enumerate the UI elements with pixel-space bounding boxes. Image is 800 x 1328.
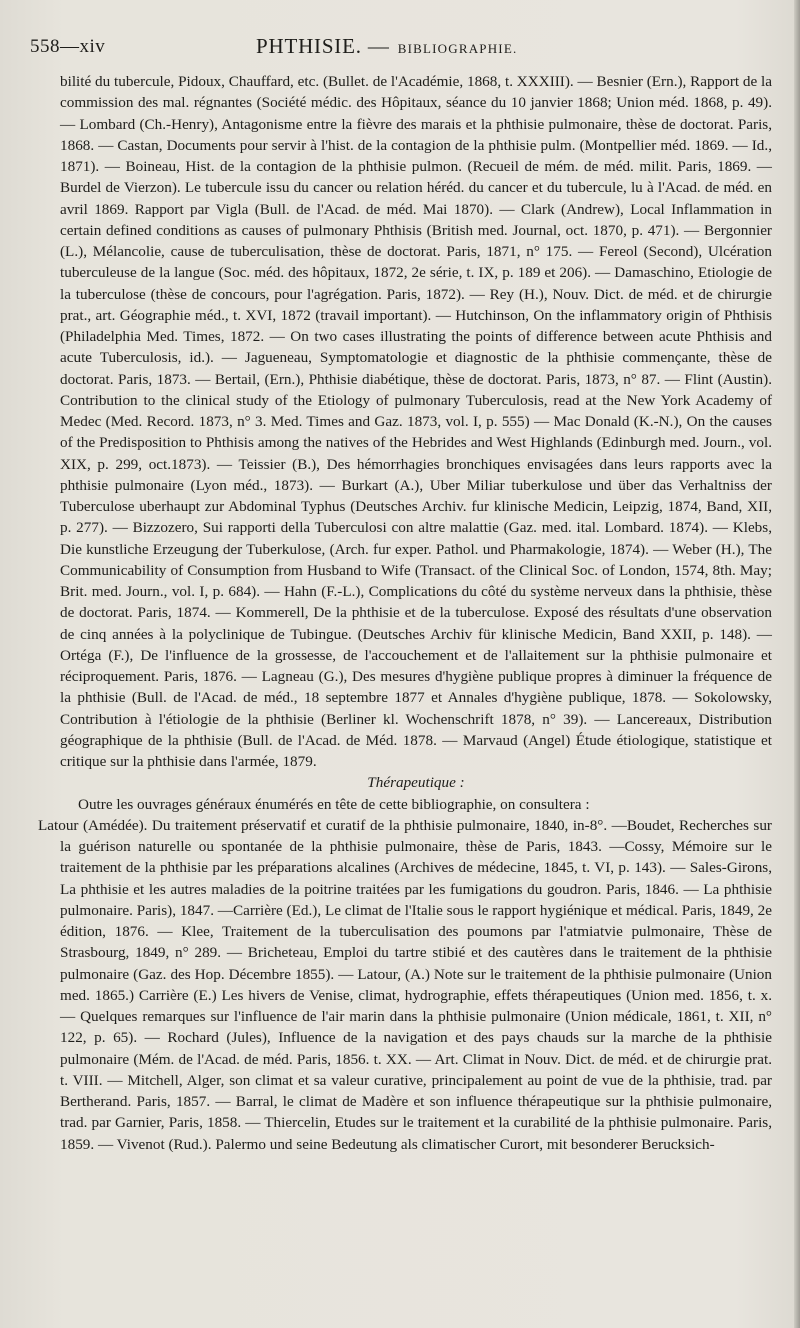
intro-sentence: Outre les ouvrages généraux énumérés en tête de cette bibliographie, on consultera : (78, 795, 590, 813)
bibliography-paragraph-therapeutique: Latour (Amédée). Du traitement préservatif et curatif de la phthisie pulmonaire, 1840, in-8°. —Boudet, Recherches sur la guérison naturelle ou spontanée de la phthisie pulmonaire, thèse de Paris, 1843. —Cossy, Mémoire sur le traitement de la phthisie par les préparations alcalines (Archives de médecine, 1845, t. VI, p. 143). — Sales-Girons, La phthisie et les autres maladies de la poitrine traitées par les fumigations du goudron. Paris, 1846. — La phthisie pulmonaire. Paris), 1847. —Carrière (Ed.), Le climat de l'Italie sous le rapport hygiénique et médical. Paris, 1849, 2e édition, 1876. — Klee, Traitement de la tuberculisation des poumons par l'atmiatvie pulmonaire, Thèse de Strasbourg, 1849, n° 289. — Bricheteau, Emploi du tartre stibié et des cautères dans le traitement de la phthisie pulmonaire (Gaz. des Hop. Décembre 1855). — Latour, (A.) Note sur le traitement de la phthisie pulmonaire (Union med. 1865.) Carrière (E.) Les hivers de Venise, climat, hydrographie, effets thérapeutiques (Union med. 1856, t. x. — Quelques remarques sur l'influence de l'air marin dans la phthisie pulmonaire (Union médicale, 1861, t. XII, n° 122, p. 65). — Rochard (Jules), Influence de la navigation et des pays chauds sur la marche de la phthisie pulmonaire (Mém. de l'Acad. de méd. Paris, 1856. t. XX. — Art. Climat in Nouv. Dict. de méd. et de chirurgie prat. t. VIII. — Mitchell, Alger, son climat et sa valeur curative, principalement au point de vue de la phthisie, trad. par Bertherand. Paris, 1857. — Barral, le climat de Madère et son influence thérapeutique sur la phthisie pulmonaire, trad. par Garnier, Paris, 1858. — Thiercelin, Etudes sur le traitement et la curabilité de la phthisie pulmonaire. Paris, 1859. — Vivenot (Rud.). Palermo und seine Bedeutung als climatischer Curort, mit besonderer Berucksich- (38, 816, 772, 1153)
running-title-sub: BIBLIOGRAPHIE. (397, 41, 518, 56)
page-number: 558—xiv (30, 36, 106, 57)
running-title (256, 34, 517, 59)
bibliography-paragraph-etiology: bilité du tubercule, Pidoux, Chauffard, etc. (Bullet. de l'Académie, 1868, t. XXXIII). — Besnier (Ern.), Rapport de la commission des mal. régnantes (Société médic. des Hôpitaux, séance du 10 janvier 1868; Union méd. 1868, p. 49). — Lombard (Ch.-Henry), Antagonisme entre la fièvre des marais et la phthisie pulmonaire, thèse de doctorat. Paris, 1868. — Castan, Documents pour servir à l'hist. de la contagion de la phthisie pulm. (Montpellier méd. 1869. — Id., 1871). — Boineau, Hist. de la contagion de la phthisie pulmon. (Recueil de mém. de méd. milit. Paris, 1869. — Burdel de Vierzon). Le tubercule issu du cancer ou relation héréd. du cancer et du tubercule, lu à l'Acad. de méd. en avril 1869. Rapport par Vigla (Bull. de l'Acad. de méd. Mai 1870). — Clark (Andrew), Local Inflammation in certain defined conditions as causes of pulmonary Phthisis (British med. Journal, oct. 1870, p. 471). — Bergonnier (L.), Mélancolie, cause de tuberculisation, thèse de doctorat. Paris, 1871, n° 175. — Fereol (Second), Ulcération tuberculeuse de la langue (Soc. méd. des hôpitaux, 1872, 2e série, t. IX, p. 189 et 206). — Damaschino, Etiologie de la tuberculose (thèse de concours, pour l'agrégation. Paris, 1872). — Rey (H.), Nouv. Dict. de méd. et de chirurgie prat., art. Géographie méd., t. XVI, 1872 (travail important). — Hutchinson, On the inflammatory origin of Phthisis (Philadelphia Med. Times, 1872. — On two cases illustrating the points of difference between acute Phthisis and acute Tuberculosis, id.). — Jagueneau, Symptomatologie et diagnostic de la phthisie commençante, thèse de doctorat. Paris, 1873. — Bertail, (Ern.), Phthisie diabétique, thèse de doctorat. Paris, 1873, n° 87. — Flint (Austin). Contribution to the clinical study of the Etiology of pulmonary Tuberculosis, read at the New York Academy of Medec (Med. Record. 1873, n° 3. Med. Times and Gaz. 1873, vol. I, p. 555) — Mac Donald (K.-N.), On the causes of the Predisposition to Phthisis among the natives of the Hebrides and West Highlands (Edinburgh med. Journ., vol. XIX, p. 299, oct.1873). — Teissier (B.), Des hémorrhagies bronchiques envisagées dans leurs rapports avec la phthisie pulmonaire (Lyon méd., 1873). — Burkart (A.), Uber Miliar tuberkulose und über das Verhaltniss der Tuberculose uberhaupt zur Abdominal Typhus (Deutsches Archiv. fur klinische Medicin, Leipzig, 1874, Band, XII, p. 277). — Bizzozero, Sui rapporti della Tuberculosi con altre malattie (Gaz. med. ital. Lombard. 1874). — Klebs, Die kunstliche Erzeugung der Tuberkulose, (Arch. fur exper. Pathol. und Pharmakologie, 1874). — Weber (H.), The Communicability of Consumption from Husband to Wife (Transact. of the Clinical Soc. of London, 1574, 8th. May; Brit. med. Journ., vol. I, p. 684). — Hahn (F.-L.), Complications du côté du système nerveux dans la phthisie, thèse de doctorat. Paris, 1874. — Kommerell, De la phthisie et de la tuberculose. Exposé des résultats d'une observation de cinq années à la polyclinique de Tubingue. (Deutsches Archiv für klinische Medicin, Band XXII, p. 148). — Ortéga (F.), De l'influence de la grossesse, de l'accouchement et de l'allaitement sur la phthisie pulmonaire et réciproquement. Paris, 1876. — Lagneau (G.), Des mesures d'hygiène publique propres à diminuer la fréquence de la phthisie (Bull. de l'Acad. de méd., 18 septembre 1877 et Annales d'hygiène publique, 1878. — Sokolowsky, Contribution à l'étiologie de la phthisie (Berliner kl. Wochenschrift 1878, n° 39). — Lancereaux, Distribution géographique de la phthisie (Bull. de l'Acad. de Méd. 1878. — Marvaud (Angel) Étude étiologique, statistique et critique sur la phthisie dans l'armée, 1879. (60, 73, 772, 770)
running-title-main: PHTHISIE. — (256, 34, 390, 58)
running-header (30, 34, 770, 64)
bibliography-text (38, 71, 772, 1155)
page-edge-shadow (794, 0, 800, 1328)
section-heading-therapeutique: Thérapeutique : (367, 774, 465, 792)
